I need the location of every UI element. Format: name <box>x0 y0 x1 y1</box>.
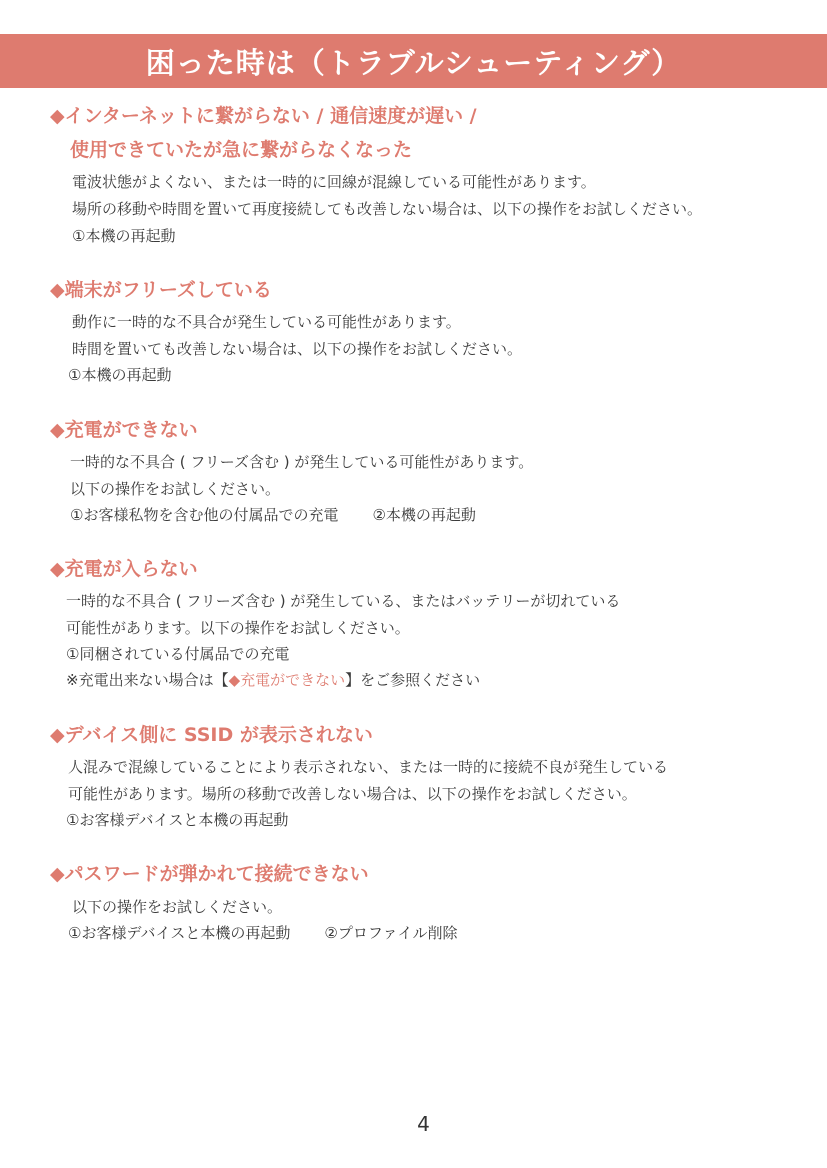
body-text: 動作に一時的な不具合が発生している可能性があります。 <box>72 313 461 331</box>
section-heading-password: ◆パスワードが弾かれて接続できない <box>50 863 369 885</box>
body-text: 以下の操作をお試しください。 <box>72 898 283 916</box>
body-text: 時間を置いても改善しない場合は、以下の操作をお試しください。 <box>72 340 523 358</box>
note-prefix: ※充電出来ない場合は【 <box>66 671 229 689</box>
step-item: ①同梱されている付属品での充電 <box>66 645 290 663</box>
body-text: 電波状態がよくない、または一時的に回線が混線している可能性があります。 <box>72 173 596 191</box>
step-item: ①お客様デバイスと本機の再起動 <box>66 811 289 829</box>
body-text: 人混みで混線していることにより表示されない、または一時的に接続不良が発生している <box>68 758 669 776</box>
section-heading-connection-line2: 使用できていたが急に繋がらなくなった <box>70 139 413 161</box>
body-text: 一時的な不具合 ( フリーズ含む ) が発生している、またはバッテリーが切れている <box>66 592 621 610</box>
step-item: ①本機の再起動 <box>72 227 176 245</box>
body-text: 可能性があります。場所の移動で改善しない場合は、以下の操作をお試しください。 <box>68 785 637 803</box>
body-text: 場所の移動や時間を置いて再度接続しても改善しない場合は、以下の操作をお試しください。 <box>72 200 703 218</box>
step-item: ①お客様デバイスと本機の再起動 <box>68 924 291 942</box>
body-text: 以下の操作をお試しください。 <box>70 480 281 498</box>
step-list <box>70 505 476 525</box>
section-heading-not-charging: ◆充電が入らない <box>50 558 198 580</box>
body-text: 一時的な不具合 ( フリーズ含む ) が発生している可能性があります。 <box>70 453 534 471</box>
page-title: 困った時は（トラブルシューティング） <box>145 45 682 80</box>
step-item: ②プロファイル削除 <box>324 924 458 942</box>
section-heading-cannot-charge: ◆充電ができない <box>50 419 198 441</box>
section-reference-link[interactable]: ◆充電ができない <box>228 671 346 689</box>
step-item: ②本機の再起動 <box>372 506 476 524</box>
section-heading-connection: ◆インターネットに繋がらない / 通信速度が遅い / <box>50 105 477 127</box>
step-item: ①本機の再起動 <box>68 366 172 384</box>
reference-note <box>66 670 480 690</box>
step-list <box>68 923 458 943</box>
page-number: 4 <box>417 1112 430 1136</box>
title-banner <box>0 34 827 88</box>
step-item: ①お客様私物を含む他の付属品での充電 <box>70 506 339 524</box>
note-suffix: 】をご参照ください <box>345 671 481 689</box>
body-text: 可能性があります。以下の操作をお試しください。 <box>66 619 410 637</box>
section-heading-freeze: ◆端末がフリーズしている <box>50 279 272 301</box>
section-heading-ssid: ◆デバイス側に SSID が表示されない <box>50 724 373 746</box>
